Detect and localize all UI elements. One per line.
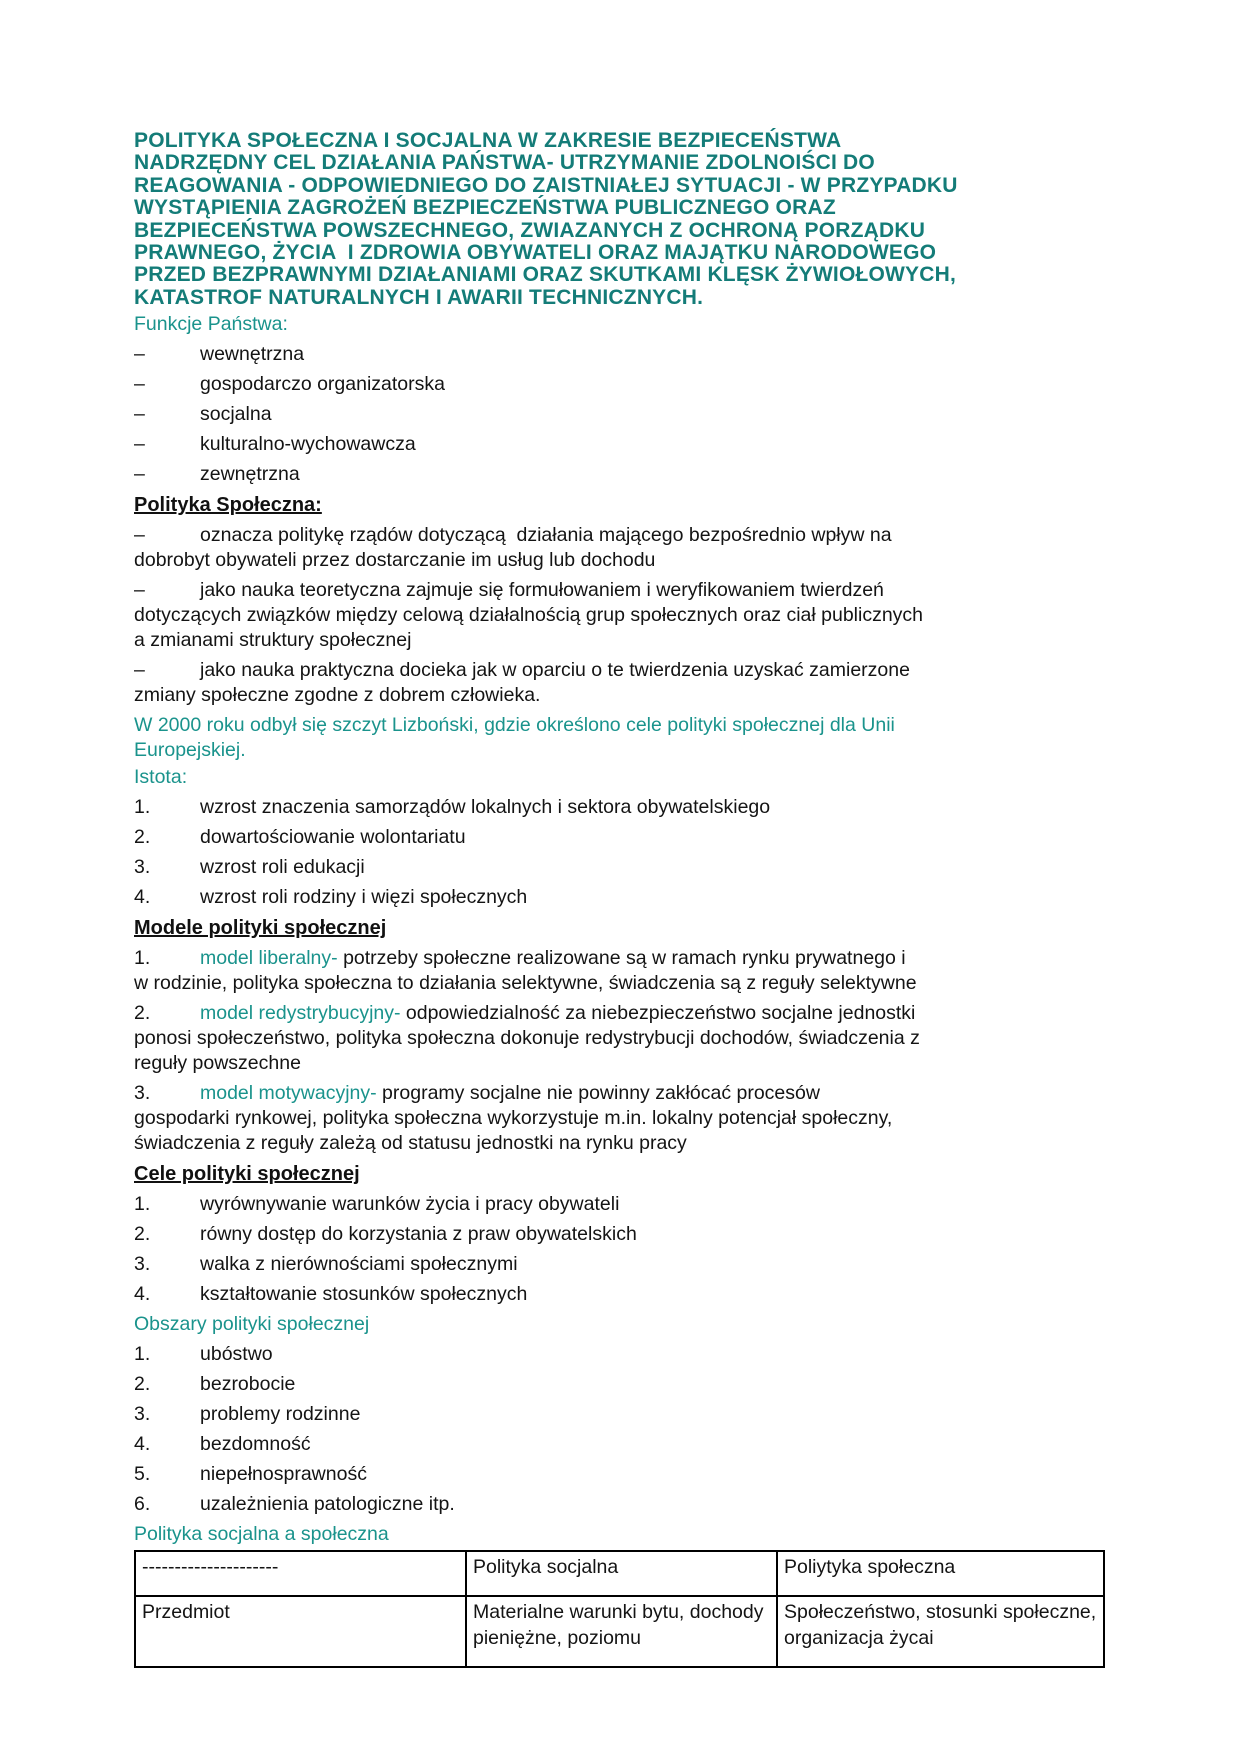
list-item-text: problemy rodzinne bbox=[200, 1403, 361, 1426]
list-item bbox=[134, 1192, 1114, 1217]
list-item-text: wewnętrzna bbox=[200, 343, 305, 366]
document-content bbox=[134, 130, 1114, 1668]
list-item-text: odpowiedzialność za niebezpieczeństwo socjalne jednostki bbox=[400, 1002, 916, 1025]
list-item bbox=[134, 578, 1114, 653]
list-item bbox=[134, 855, 1114, 880]
list-item-lead: model liberalny- bbox=[200, 947, 338, 970]
list-item-first-line bbox=[134, 1492, 1114, 1517]
list-marker: – bbox=[134, 373, 145, 396]
list-marker: 6. bbox=[134, 1493, 151, 1516]
list-item-first-line bbox=[134, 658, 1114, 683]
list-item bbox=[134, 1402, 1114, 1427]
list-item-text: walka z nierównościami społecznymi bbox=[200, 1253, 518, 1276]
list-item bbox=[134, 946, 1114, 996]
list-item-text: zewnętrzna bbox=[200, 463, 300, 486]
list-item-text: gospodarczo organizatorska bbox=[200, 373, 445, 396]
list-item-text: bezdomność bbox=[200, 1433, 311, 1456]
list-item-first-line bbox=[134, 946, 1114, 971]
list-item-first-line bbox=[134, 1342, 1114, 1367]
list-item-first-line bbox=[134, 1001, 1114, 1026]
list-item-first-line bbox=[134, 795, 1114, 820]
list-item bbox=[134, 1432, 1114, 1457]
list-item-first-line bbox=[134, 1081, 1114, 1106]
list-item bbox=[134, 1372, 1114, 1397]
list-item bbox=[134, 402, 1114, 427]
list-marker: – bbox=[134, 433, 145, 456]
list-item bbox=[134, 372, 1114, 397]
table-cell: Społeczeństwo, stosunki społeczne, organizacja życai bbox=[777, 1596, 1104, 1667]
list-item-text: socjalna bbox=[200, 403, 272, 426]
table-cell: Materialne warunki bytu, dochody pieniężne, poziomu bbox=[466, 1596, 777, 1667]
list-item bbox=[134, 825, 1114, 850]
list-marker: – bbox=[134, 463, 145, 486]
list-marker: 4. bbox=[134, 886, 151, 909]
list-item-text: jako nauka teoretyczna zajmuje się formułowaniem i weryfikowaniem twierdzeń bbox=[200, 579, 884, 602]
list-item-text: kształtowanie stosunków społecznych bbox=[200, 1283, 528, 1306]
list-item bbox=[134, 795, 1114, 820]
list-item-lead: model motywacyjny- bbox=[200, 1082, 377, 1105]
list-marker: 5. bbox=[134, 1463, 151, 1486]
list-item-first-line bbox=[134, 1192, 1114, 1217]
list-item-lead: model redystrybucyjny- bbox=[200, 1002, 401, 1025]
document-title-line: BEZPIECEŃSTWA POWSZECHNEGO, ZWIAZANYCH Z OCHRONĄ PORZĄDKU bbox=[134, 218, 926, 242]
table-row bbox=[135, 1596, 1104, 1667]
list-item bbox=[134, 523, 1114, 573]
list-item-first-line bbox=[134, 523, 1114, 548]
list-marker: 1. bbox=[134, 1193, 151, 1216]
section-heading-teal: Obszary polityki społecznej bbox=[134, 1313, 370, 1336]
list-item bbox=[134, 342, 1114, 367]
list-item-wrap-line: ponosi społeczeństwo, polityka społeczna dokonuje redystrybucji dochodów, świadczenia z bbox=[134, 1027, 920, 1050]
table-header-cell: Polityka socjalna bbox=[466, 1551, 777, 1596]
list-item bbox=[134, 885, 1114, 910]
table-cell: Przedmiot bbox=[135, 1596, 466, 1667]
list-item-first-line bbox=[134, 372, 1114, 397]
teal-paragraph bbox=[134, 713, 1114, 763]
list-marker: 1. bbox=[134, 1343, 151, 1366]
list-marker: 3. bbox=[134, 1082, 151, 1105]
list-item-first-line bbox=[134, 342, 1114, 367]
list-item-text: dowartościowanie wolontariatu bbox=[200, 826, 466, 849]
list-item-wrap-line: reguły powszechne bbox=[134, 1052, 301, 1075]
list-item bbox=[134, 1081, 1114, 1156]
list-item-first-line bbox=[134, 1462, 1114, 1487]
list-item bbox=[134, 432, 1114, 457]
list-item bbox=[134, 462, 1114, 487]
list-marker: 2. bbox=[134, 1223, 151, 1246]
list-item bbox=[134, 1492, 1114, 1517]
list-item bbox=[134, 1462, 1114, 1487]
list-item-text: kulturalno-wychowawcza bbox=[200, 433, 416, 456]
list-item-first-line bbox=[134, 432, 1114, 457]
section-heading-bold: Cele polityki społecznej bbox=[134, 1163, 360, 1186]
list-item-first-line bbox=[134, 825, 1114, 850]
list-item-wrap-line: dobrobyt obywateli przez dostarczanie im usług lub dochodu bbox=[134, 549, 656, 572]
list-item bbox=[134, 1342, 1114, 1367]
list-item-text: wyrównywanie warunków życia i pracy obywateli bbox=[200, 1193, 620, 1216]
list-item-first-line bbox=[134, 402, 1114, 427]
list-item-first-line bbox=[134, 1282, 1114, 1307]
list-marker: 4. bbox=[134, 1283, 151, 1306]
list-marker: 3. bbox=[134, 1403, 151, 1426]
list-item-text: wzrost roli edukacji bbox=[200, 856, 365, 879]
document-title-line: PRZED BEZPRAWNYMI DZIAŁANIAMI ORAZ SKUTKAMI KLĘSK ŻYWIOŁOWYCH, bbox=[134, 263, 957, 287]
list-item-wrap-line: w rodzinie, polityka społeczna to działania selektywne, świadczenia są z reguły selektywne bbox=[134, 972, 917, 995]
list-item-first-line bbox=[134, 885, 1114, 910]
list-item bbox=[134, 1001, 1114, 1076]
table-header-row bbox=[135, 1551, 1104, 1596]
section-heading-bold: Polityka Społeczna: bbox=[134, 494, 322, 517]
list-item-first-line bbox=[134, 1252, 1114, 1277]
list-item-text: potrzeby społeczne realizowane są w ramach rynku prywatnego i bbox=[337, 947, 906, 970]
list-item-wrap-line: gospodarki rynkowej, polityka społeczna wykorzystuje m.in. lokalny potencjał społeczny, bbox=[134, 1107, 893, 1130]
list-item-text: programy socjalne nie powinny zakłócać procesów bbox=[376, 1082, 820, 1105]
section-heading-teal: Polityka socjalna a społeczna bbox=[134, 1523, 389, 1546]
list-item-text: jako nauka praktyczna docieka jak w oparciu o te twierdzenia uzyskać zamierzone bbox=[200, 659, 910, 682]
list-item-text: uzależnienia patologiczne itp. bbox=[200, 1493, 455, 1516]
document-title-line: KATASTROF NATURALNYCH I AWARII TECHNICZNYCH. bbox=[134, 285, 704, 309]
document-title-line: NADRZĘDNY CEL DZIAŁANIA PAŃSTWA- UTRZYMANIE ZDOLNOIŚCI DO bbox=[134, 151, 875, 175]
list-item bbox=[134, 658, 1114, 708]
list-item-wrap-line: a zmianami struktury społecznej bbox=[134, 629, 412, 652]
document-title bbox=[134, 130, 1114, 309]
list-marker: 2. bbox=[134, 826, 151, 849]
list-marker: – bbox=[134, 524, 145, 547]
list-item-wrap-line: świadczenia z reguły zależą od statusu jednostki na rynku pracy bbox=[134, 1132, 687, 1155]
list-item bbox=[134, 1222, 1114, 1247]
list-marker: 3. bbox=[134, 1253, 151, 1276]
document-title-line: REAGOWANIA - ODPOWIEDNIEGO DO ZAISTNIAŁEJ SYTUACJI - W PRZYPADKU bbox=[134, 173, 958, 197]
table-header-cell: Poliytyka społeczna bbox=[777, 1551, 1104, 1596]
list-item-text: oznacza politykę rządów dotyczącą działania mającego bezpośrednio wpływ na bbox=[200, 524, 892, 547]
list-item-text: niepełnosprawność bbox=[200, 1463, 367, 1486]
document-flow bbox=[134, 130, 1114, 1547]
document-title-line: POLITYKA SPOŁECZNA I SOCJALNA W ZAKRESIE BEZPIECEŃSTWA bbox=[134, 129, 842, 152]
list-item-wrap-line: dotyczących związków między celową działalnością grup społecznych oraz ciał publicznych bbox=[134, 604, 924, 627]
list-item bbox=[134, 1252, 1114, 1277]
list-marker: – bbox=[134, 343, 145, 366]
list-item-text: bezrobocie bbox=[200, 1373, 296, 1396]
list-item-text: wzrost znaczenia samorządów lokalnych i sektora obywatelskiego bbox=[200, 796, 771, 819]
list-item-text: równy dostęp do korzystania z praw obywatelskich bbox=[200, 1223, 637, 1246]
list-item-text: ubóstwo bbox=[200, 1343, 273, 1366]
table-header-cell: --------------------- bbox=[135, 1551, 466, 1596]
list-item-first-line bbox=[134, 1432, 1114, 1457]
section-heading-bold: Modele polityki społecznej bbox=[134, 917, 387, 940]
list-item-first-line bbox=[134, 1402, 1114, 1427]
list-item-text: wzrost roli rodziny i więzi społecznych bbox=[200, 886, 528, 909]
list-marker: – bbox=[134, 579, 145, 602]
list-marker: 1. bbox=[134, 796, 151, 819]
list-item-first-line bbox=[134, 1372, 1114, 1397]
list-marker: 4. bbox=[134, 1433, 151, 1456]
list-marker: 1. bbox=[134, 947, 151, 970]
list-item-wrap-line: zmiany społeczne zgodne z dobrem człowieka. bbox=[134, 684, 541, 707]
paragraph-line: W 2000 roku odbył się szczyt Lizboński, gdzie określono cele polityki społecznej dla Unii bbox=[134, 714, 895, 737]
list-item-first-line bbox=[134, 1222, 1114, 1247]
list-marker: – bbox=[134, 659, 145, 682]
list-item-first-line bbox=[134, 855, 1114, 880]
list-marker: – bbox=[134, 403, 145, 426]
comparison-table bbox=[134, 1550, 1105, 1668]
document-title-line: WYSTĄPIENIA ZAGROŻEŃ BEZPIECZEŃSTWA PUBLICZNEGO ORAZ bbox=[134, 196, 836, 220]
list-marker: 2. bbox=[134, 1373, 151, 1396]
section-heading-teal: Istota: bbox=[134, 766, 188, 789]
list-item bbox=[134, 1282, 1114, 1307]
list-item-first-line bbox=[134, 462, 1114, 487]
list-item-first-line bbox=[134, 578, 1114, 603]
paragraph-line: Europejskiej. bbox=[134, 739, 246, 762]
section-heading-teal: Funkcje Państwa: bbox=[134, 313, 288, 336]
list-marker: 3. bbox=[134, 856, 151, 879]
list-marker: 2. bbox=[134, 1002, 151, 1025]
document-title-line: PRAWNEGO, ŻYCIA I ZDROWIA OBYWATELI ORAZ MAJĄTKU NARODOWEGO bbox=[134, 241, 937, 265]
